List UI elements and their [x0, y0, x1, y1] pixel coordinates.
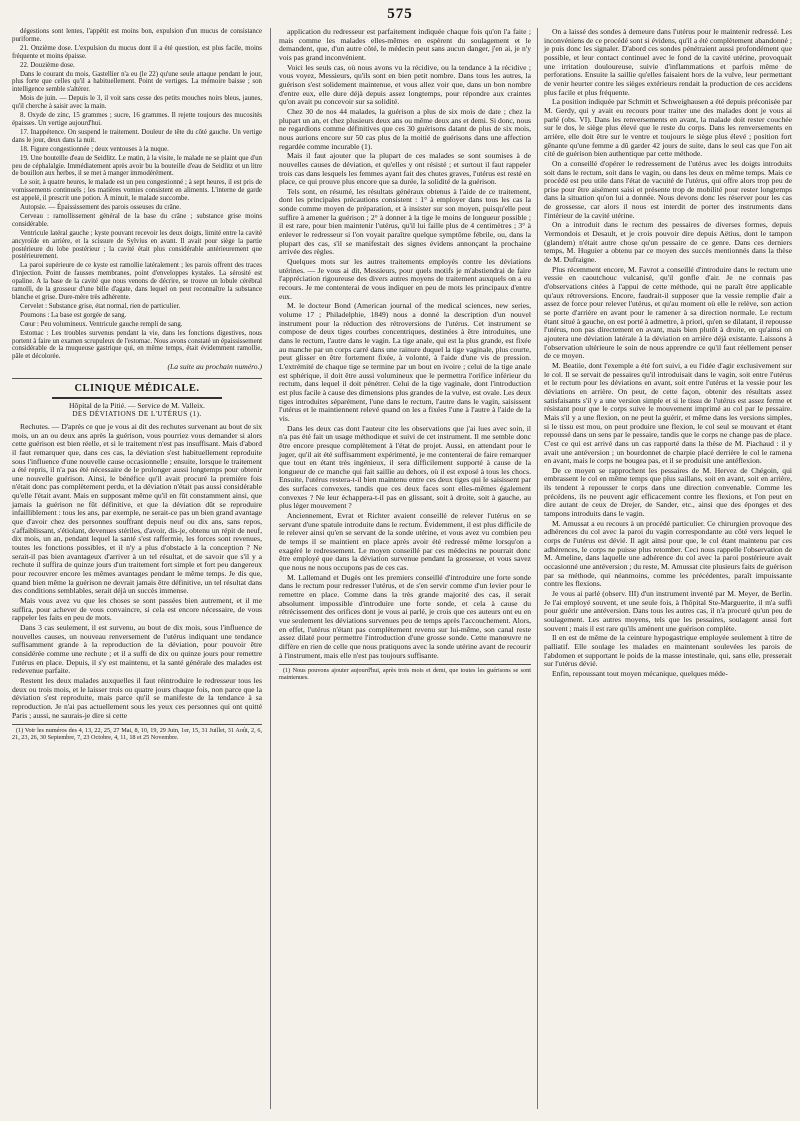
paragraph: La position indiquée par Schmitt et Schweighausen a été depuis préconisée par M. Gerdy, qui y avait eu recours pour traiter une des malades dont je vous ai parlé (obs. VI). Dans les renversements en avant, la malade doit rester couchée sur le dos, le siège plus élevé que le reste du corps. Dans les renversements en arrière, elle doit être sur le ventre et toujours le siège plus élevé ; position fort gênante qu'une femme a dû garder 42 jours de suite, dans le seul cas que l'on ait cité de guérison bien authentique par cette méthode. [544, 97, 792, 159]
paragraph: application du redresseur est parfaitement indiquée chaque fois qu'on l'a faite ; mais comme les malades elles-mêmes en espèrent du soulagement et le demandent, que, d'un autre côté, le médecin peut sans aucun danger, j'en ai, je n'y vois pas grand inconvénient. [279, 27, 531, 62]
paragraph: Plus récemment encore, M. Favrot a conseillé d'introduire dans le rectum une vessie en caoutchouc vulcanisé, qu'il gonfle d'air. Je ne connais pas d'observations citées à l'appui de cette méthode, qui ne paraît être applicable qu'aux rétroversions. Encore, faudrait-il supposer que la vessie remplie d'air a assez de force pour relever l'utérus, et qu'au moment où elle le relève, son action se porte d'arrière en avant pour le ramener à sa direction normale. Le rectum étant situé à gauche, on est porté à admettre, à priori, qu'en se dilatant, il repousse l'utérus, non pas directement en avant, mais bien plutôt à droite, en qu'ainsi on ajoutera une déviation latérale à la déviation en arrière déjà existante. Laissons à l'observation ultérieure le soin de nous apprendre ce qu'il faut réellement penser de ce moyen. [544, 264, 792, 361]
paragraph: M. Beatiie, dont l'exemple a été fort suivi, a eu l'idée d'agir exclusivement sur le col. Il se servait de pessaires qu'il introduisait dans le vagin, soit entre l'utérus et le rectum pour les déviations en avant, soit entre l'utérus et la vessie pour les déviations en arrière. On peut, de cette façon, obtenir des résultats assez satisfaisants s'il y a une version simple et si le tissu de l'utérus est assez ferme et résistant pour que le corps suive le mouvement imprimé au col par le pessaire. Mais s'il y a une flexion, on ne peut la guérir, et même dans les versions simples, si le tissu est mou, on peut produire une flexion, le col seul se mouvant et étant repoussé dans un sens par le pessaire, tandis que le corps ne change pas de place. C'est ce qui est arrivé dans un cas rapporté dans la thèse de M. Piachaud : il y avait une antéversion ; un bourdonnet de charpie placé derrière le col le ramena en avant, mais le corps ne bougea pas, et il se produisit une antéflexion. [544, 360, 792, 466]
column-right [544, 28, 792, 680]
paragraph: Dans le courant du mois, Gastellier n'a eu (le 22) qu'une seule attaque pendant le jour, plus forte que celles qu'il a habituellement. Point de vertiges. La mémoire baisse ; son intelligence semble s'altérer. [12, 70, 262, 94]
paragraph: Cœur : Peu volumineux. Ventricule gauche rempli de sang. [20, 320, 183, 328]
paragraph: Voici les seuls cas, où nous avons vu la récidive, ou la tendance à la récidive ; vous voyez, Messieurs, qu'ils sont en bien petit nombre. Dans tous les autres, la guérison s'est solidement maintenue, et vous allez voir que, dans un bon nombre d'entre eux, elle dure déjà depuis assez longtemps, pour répondre aux craintes qu'on avait pu concevoir sur sa solidité. [279, 62, 531, 107]
paragraph: Restent les deux malades auxquelles il faut réintroduire le redresseur tous les deux ou trois mois, et le laisser trois ou quatre jours chaque fois, non parce que la déviation s'est reproduite, mais parce qu'il se manifeste de la tendance à sa reproduction. Je n'ai pas actuellement sous les yeux ces personnes qui ont quitté Paris ; aussi, ne saurais-je dire si cette [12, 675, 262, 720]
paragraph: Autopsie. — Épaississement des parois osseuses du crâne. [20, 204, 181, 212]
article-body [12, 423, 262, 720]
article-body [279, 28, 531, 660]
paragraph: Ventricule latéral gauche ; kyste pouvant recevoir les deux doigts, limité entre la cavité ancyroïde en arrière, et la scissure de Sylvius en avant. Il avait pour siège la partie postérieure du lobe postérieur ; la cavité était plus considérable antérieurement que postérieurement. [12, 229, 262, 261]
title-rule [52, 397, 222, 399]
paragraph: Dans 3 cas seulement, il est survenu, au bout de dix mois, sous l'influence de nouvelles causes, un nouveau renversement de l'utérus indiquant une tendance suffisamment grande à la reproduction de la déviation, pour pouvoir être considérée comme une rechute ; et il a suffi de dix ou quinze jours pour remettre l'utérus en place. Depuis, il s'y est maintenu, et la santé générale des malades est redevenue parfaite. [12, 622, 262, 676]
article-subtitle: DES DÉVIATIONS DE L'UTÉRUS (1). [72, 410, 202, 419]
column-left [12, 28, 262, 742]
column-middle [279, 28, 531, 682]
paragraph: Mais il faut ajouter que la plupart de ces malades se sont soumises à de nouvelles causes de déviation, et qu'elles y ont résisté ; et surtout il faut rappeler trois cas dans lesquels les femmes ayant fait des chutes graves, l'utérus est resté en place, ce qui prouve plus encore que sa durée, la solidité de la guérison. [279, 151, 531, 187]
paragraph: Cerveau : ramollissement général de la base du crâne ; substance grise moins considérable. [12, 212, 262, 228]
section-title: CLINIQUE MÉDICALE. [74, 382, 200, 394]
paragraph: Estomac : Les troubles survenus pendant la vie, dans les fonctions digestives, nous portent à faire un examen scrupuleux de l'estomac. Nous avons constaté un épaississement considérable de la muqueuse gastrique qui, en même temps, était évidemment ramollie, pâle et décolorée. [12, 329, 262, 361]
paragraph: Anciennement, Evrat et Richter avaient conseillé de relever l'utérus en se servant d'une spatule introduite dans le rectum. Évidemment, il est plus difficile de le relever ainsi qu'en se servant de la sonde utérine, et vous avez vu combien peu de temps il se maintient en place après avoir été redressé même lorsqu'on a exagéré le redressement. Le moyen conseillé par ces médecins ne pourrait donc être employé que dans la déviation survenue pendant la grossesse, et vous savez que nous ne nous occupons pas de ces cas. [279, 511, 531, 573]
paragraph: Mois de juin. — Depuis le 3, il voit sans cesse des petits mouches noirs bleus, jaunes, qu'il cherche à saisir avec la main. [12, 95, 262, 111]
paragraph: 18. Figure congestionnée ; deux ventouses à la nuque. [20, 145, 169, 153]
paragraph: 21. Onzième dose. L'expulsion du mucus dont il a été question, est plus facile, moins fréquente et moins épaisse. [12, 44, 262, 60]
paragraph: Quelques mots sur les autres traitements employés contre les déviations utérines. — Je vous ai dit, Messieurs, pour quels motifs je m'abstiendrai de faire l'appréciation rigoureuse des divers autres moyens de traitement auxquels on a eu recours. Je me contenterai de vous indiquer en peu de mots les principaux d'entre eux. [279, 257, 531, 301]
paragraph: Tels sont, en résumé, les résultats généraux obtenus à l'aide de ce traitement, dont les principales précautions consistent : 1° à employer dans tous les cas la sonde comme moyen de préparation, et à insister sur son moyen, puisqu'elle peut suffire à amener la guérison ; 2° à donner à la tige le moins de longueur possible ; il est rare, pour bien maintenir l'utérus, qu'il lui faille plus de 4 centimètres ; 3° à enlever le redresseur si l'on voyait paraître quelque symptôme fébrile, ou, dans la plupart des cas, s'il se manifestait des signes évidens annonçant la prochaine arrivée des règles. [279, 186, 531, 257]
footnote-text: (1) Voir les numéros des 4, 13, 22, 25, 27 Mai, 8, 10, 19, 29 Juin, 1er, 15, 31 Juillet, 31 Août, 2, 6, 21, 23, 26, 30 Septembre, 7, 23 Octobre, 4, 11, 18 et 25 Novembre. [12, 727, 262, 742]
paragraph: M. Amussat a eu recours à un procédé particulier. Ce chirurgien provoque des adhérences du col avec la paroi du vagin correspondante au côté vers lequel le corps de l'utérus est dévié. Il agit ainsi pour que, le col étant maintenu par ces adhérences, le corps ne puisse plus retomber. Ceci nous rappelle l'observation de M. Ameline, dans laquelle une adhérence du col avec la paroi postérieure avait occasionné une antéversion ; du reste, M. Amussat cite plusieurs faits de guérison par sa méthode, qui néanmoins, comme les précédentes, paraît impuissante contre les flexions. [544, 518, 793, 589]
column-divider [537, 28, 538, 1109]
continued-note: (La suite au prochain numéro.) [167, 362, 262, 372]
paragraph: Enfin, repoussant tout moyen mécanique, quelques méde- [552, 668, 728, 678]
footnote [12, 724, 262, 741]
column-divider [270, 28, 271, 1109]
footnote [279, 664, 531, 681]
paragraph: 8. Oxyde de zinc, 15 grammes ; sucre, 16 grammes. Il rejette toujours des mucosités épaisses. Un vertige aujourd'hui. [12, 112, 262, 127]
paragraph: 22. Douzième dose. [20, 61, 75, 69]
page-number: 575 [387, 6, 413, 22]
footnote-text: (1) Nous pouvons ajouter aujourd'hui, après trois mois et demi, que toutes les guérisons se sont maintenues. [279, 667, 531, 682]
paragraph: M. Lallemand et Dugès ont les premiers conseillé d'introduire une forte sonde dans le rectum pour redresser l'utérus, et de s'en servir comme d'un levier pour le remettre en place. Comme dans la très grande majorité des cas, il serait absolument impossible d'introduire une forte sonde, et cela à cause du rétrécissement des orifices dont je vous ai parlé, je crois que ces auteurs ont eu en vue seulement les déviations survenues peu de temps après l'accouchement. Alors, en effet, l'utérus n'étant pas complètement revenu sur lui-même, son canal reste assez dilaté pour permettre l'introduction d'une grosse sonde. Cette manœuvre ne diffère en rien de celle que nous pratiquons avec la sonde utérine avant de recourir à l'instrument, mais elle n'est pas toujours suffisante. [279, 572, 531, 660]
paragraph: On a laissé des sondes à demeure dans l'utérus pour le maintenir redressé. Les inconvéniens de ce procédé sont si évidens, qu'il a été complètement abandonné ; je puis donc les signaler. D'abord ces sondes pénétraient aussi profondément que possible, et leur contact continuel avec le fond de la cavité utérine, provoquait une irritation douloureuse, suivie d'inflammations et parfois même de perforations. Ensuite la saillie qu'elles faisaient hors de la vulve, leur permettant de venir heurter contre les sièges extérieurs rendait la production de ces accidens plus facile et plus fréquente. [544, 27, 792, 97]
paragraph: Chez 30 de nos 44 malades, la guérison a plus de six mois de date ; chez la plupart un an, et chez plusieurs deux ans ou même deux ans et demi. Si donc, nous ne regardions comme définitives que ces 30 guérisons datant de plus de six mois, nous aurions encore sur 50 cas plus de la moitié de guérisons dans une affection regardée comme incurable (1). [279, 106, 531, 151]
hospital-line: Hôpital de la Pitié. — Service de M. Valleix. [69, 400, 205, 410]
autopsy-notes [12, 28, 262, 361]
paragraph: Poumons : La base est gorgée de sang. [20, 311, 127, 319]
paragraph: Dans les deux cas dont l'auteur cite les observations que j'ai lues avec soin, il n'a pas été fait un usage méthodique et suivi de cet instrument. Il me semble donc être encore presque complètement à l'état de projet. Aussi, en attendant pour le juger, qu'il ait été suffisamment expérimenté, je me contenterai de faire remarquer que tout en étant très ingénieux, il sera difficilement supporté à cause de la longueur de ce manche qui fait saillie au dehors, où il est exposé à tous les chocs. Ensuite, l'utérus restera-t-il bien maintenu entre ces deux tiges qui le saisissent par des surfaces convexes, tandis que ces deux faces sont elles-mêmes également convexes ? Ne leur échappera-t-il pas en glissant, soit à droite, soit à gauche, au plus léger mouvement ? [279, 423, 531, 511]
paragraph: De ce moyen se rapprochent les pessaires de M. Hervez de Chégoin, qui embrassent le col en même temps que plus saillans, soit en avant, soit en arrière, ils tendent à repousser le corps dans une direction convenable. Comme les précédens, ils ne peuvent agir efficacement contre les flexions, et l'on peut en dire autant de ceux de Drejer, de Sander, etc., ainsi que des éponges et des tampons introduits dans le vagin. [544, 465, 792, 519]
article-body [544, 28, 792, 679]
paragraph: Mais vous avez vu que les choses se sont passées bien autrement, et il me suffira, pour achever de vous convaincre, si cela est encore nécessaire, de vous rappeler les faits en peu de mots. [12, 596, 262, 623]
paragraph: 19. Une bouteille d'eau de Seidlitz. Le matin, à la visite, le malade ne se plaint que d'un peu de céphalalgie. Immédiatement après avoir bu la bouteille d'eau de Seidlitz et un litre de bouillon aux herbes, il se met à manger immodérément. [12, 154, 262, 178]
paragraph: On a conseillé d'opérer le redressement de l'utérus avec les doigts introduits soit dans le rectum, soit dans le vagin, ou dans les deux en même temps. Mais ce procédé est peu utile dans l'état de vacuité de l'utérus, qui offre alors trop peu de prise pour être aisément saisi et présente trop de mobilité pour rester longtemps dans la situation qu'on lui a donnée. Nous devons donc les réserver pour les cas de grossesse, car alors il nous est interdit de porter des instruments dans l'intérieur de la cavité utérine. [544, 158, 792, 220]
paragraph: La paroi supérieure de ce kyste est ramollie latéralement ; les parois offrent des traces d'injection. Point de fausses membranes, point d'enveloppes kystales. La sérosité est opaline. A la base de la cavité que nous venons de décrire, se trouve un lobule cérébral ramolli, de la grosseur d'une bille d'agate, dans lequel on peut reconnaître la substance blanche et grise. Dure-mère très adhérente. [12, 262, 262, 301]
paragraph: 17. Inappétence. On suspend le traitement. Douleur de tête du côté gauche. Un vertige dans le jour, deux dans la nuit. [12, 128, 262, 144]
paragraph: Il en est de même de la ceinture hypogastrique employée seulement à titre de palliatif. Elle soulage les malades en maintenant soulevées les parois de l'abdomen et supportant le poids de la masse intestinale, qui, sans elle, presserait sur l'utérus dévié. [544, 633, 792, 669]
paragraph: M. le docteur Bond (American journal of the medical sciences, new series, volume 17 ; Philadelphie, 1849) nous a donné la description d'un nouvel instrument pour la réduction des rétroversions de l'utérus. Cet instrument se compose de deux tiges courbes concentriques, destinées à être introduites, une dans le rectum, l'autre dans le vagin. La tige anale, qui est la plus grande, est fixée au manche par un corps carré dans une rainure duquel la tige vaginale, plus courte, peut glisser en être fortement fixée, à volonté, à l'aide d'une vis de pression. L'extrémité de chaque tige se termine par un bout en ivoire ; celui de la tige anale est sphérique, il doit être aussi volumineux que le permettra l'orifice inférieur du rectum, dans lequel il doit pénétrer. Celui de la tige vaginale, dont l'introduction est plus facile à cause des dimensions plus grandes de la vulve, est ovale. Les deux tiges introduites séparément, l'une dans le rectum, l'autre dans le vagin, saisissent l'utérus et le maintiennent relevé quand on les a fixées l'une à l'autre à l'aide de la vis. [279, 301, 531, 423]
paragraph: On a introduit dans le rectum des pessaires de diverses formes, depuis Vermondois et Desault, et je crois pouvoir dire depuis Aëtius, dont le tampon (glandem) n'était autre chose qu'un pessaire de ce genre. Dans ces derniers temps, M. Huguier a obtenu par ce moyen des succès mentionnés dans la thèse de M. Dufraigne. [544, 220, 792, 265]
paragraph: Le soir, à quatre heures, le malade est un peu congestionné ; à sept heures, il est pris de vomissements continuels ; les matières vomies consistent en aliments. L'interne de garde est appelé, il prescrit une potion. À minuit, le malade succombe. [12, 179, 262, 203]
paragraph: Cervelet : Substance grise, état normal, rien de particulier. [20, 302, 181, 310]
divider [12, 378, 262, 379]
paragraph: Rechutes. — D'après ce que je vous ai dit des rechutes survenant au bout de six mois, un an ou deux ans après la guérison, vous pourriez vous demander si alors cette guérison est bien réelle, et si le traitement n'est pas insuffisant. Mais d'abord il faut remarquer que, dans ces cas, la déviation s'est habituellement reproduite sous l'influence d'une nouvelle cause occasionnelle ; ensuite, lorsque le traitement a été repris, il n'a pas été nécessaire de le prolonger aussi longtemps pour obtenir une nouvelle guérison. Ainsi, le bénéfice qu'il avait procuré la première fois n'était donc pas complètement perdu, et la déviation n'était pas aussi considérable qu'elle l'était avant. Mais en supposant même qu'il en fût constamment ainsi, que jamais la guérison ne fût définitive, et que la déviation dût se reproduire infailliblement : tous les ans, par exemple, ne serait-ce pas un bien grand avantage que d'avoir chez des personnes souffrant depuis neuf ou dix ans, sans repos, s'affaiblissant, s'étiolant, devenues stériles, d'avoir, dis-je, obtenu un répit de neuf, dix mois, un an, pendant lequel la santé s'est raffermie, les forces sont revenues, toutes les fonctions possibles, et il n'y a plus d'obstacle à la conception ? Ne serait-il pas bien avantageux d'arriver à un tel résultat, et de savoir que s'il y a rechute il suffira de quinze jours d'un traitement fort simple et fort peu dangereux pour recouvrer encore les mêmes avantages pendant le même temps. Je dis que, quand bien même la guérison ne devrait jamais être définitive, un tel résultat dans des conditions semblables, serait déjà un succès immense. [12, 421, 262, 596]
paragraph: Je vous ai parlé (observ. III) d'un instrument inventé par M. Meyer, de Berlin. Je l'ai employé souvent, et une seule fois, à l'hôpital Ste-Marguerite, il m'a suffi pour guérir une antéversion. Dans tous les autres cas, il n'a procuré qu'un peu de soulagement. Les autres moyens, tels que les pessaires, soulagent aussi fort souvent ; mais il est rare qu'ils amènent une guérison complète. [544, 589, 792, 633]
paragraph: dégestions sont lentes, l'appétit est moins bon, expulsion d'un mucus de consistance puriforme. [12, 28, 262, 43]
